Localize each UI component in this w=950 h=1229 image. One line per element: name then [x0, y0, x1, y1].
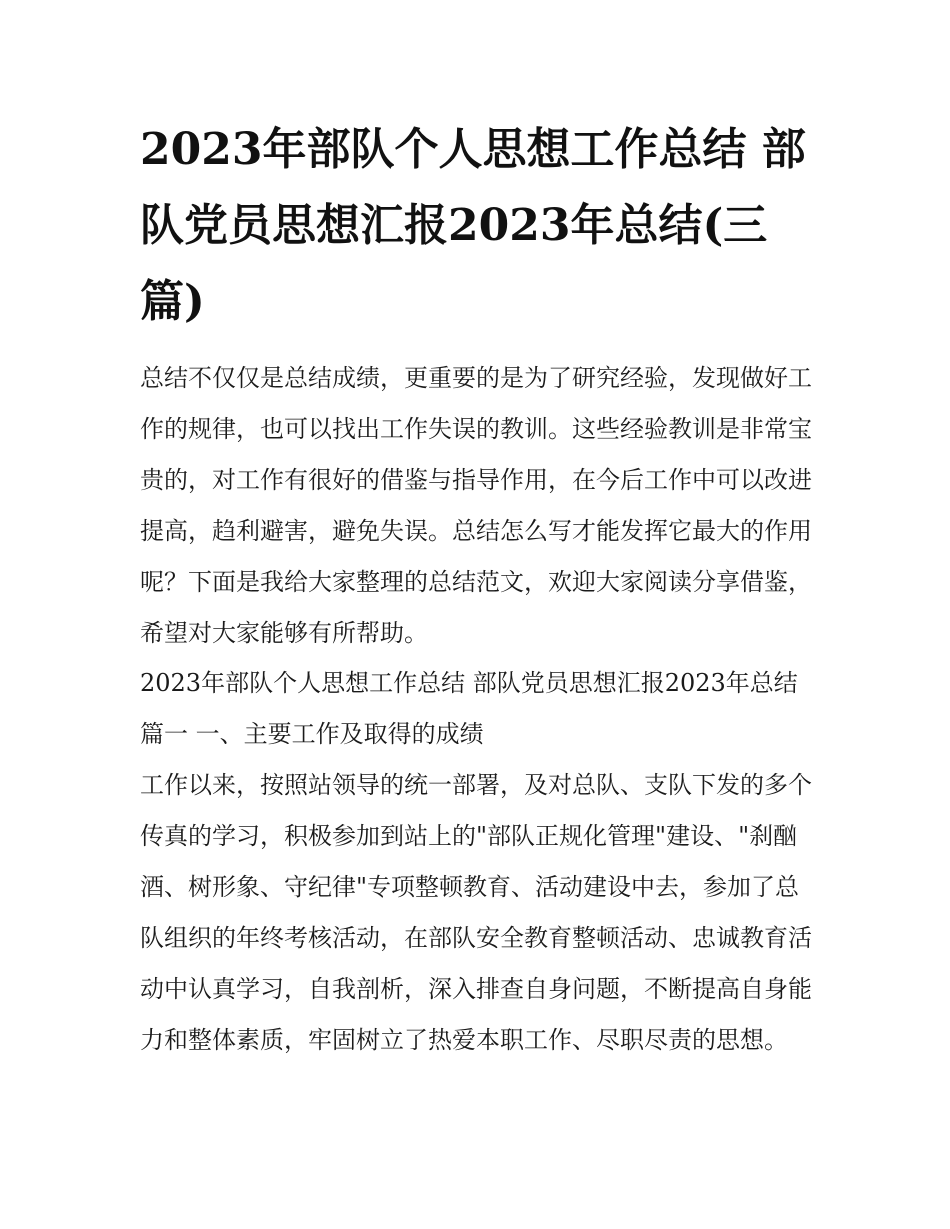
section-subheading: 2023年部队个人思想工作总结 部队党员思想汇报2023年总结篇一 一、主要工作及取得的成绩: [140, 669, 798, 748]
document-title: 2023年部队个人思想工作总结 部队党员思想汇报2023年总结(三篇): [140, 124, 806, 327]
intro-paragraph: 总结不仅仅是总结成绩，更重要的是为了研究经验，发现做好工作的规律，也可以找出工作失误的教训。这些经验教训是非常宝贵的，对工作有很好的借鉴与指导作用，在今后工作中可以改进提高，趋利避害，避免失误。总结怎么写才能发挥它最大的作用呢？下面是我给大家整理的总结范文，欢迎大家阅读分享借鉴，希望对大家能够有所帮助。: [140, 364, 812, 647]
body-paragraph: 工作以来，按照站领导的统一部署，及对总队、支队下发的多个传真的学习，积极参加到站上的"部队正规化管理"建设、"刹酗酒、树形象、守纪律"专项整顿教育、活动建设中去，参加了总队组织的年终考核活动，在部队安全教育整顿活动、忠诚教育活动中认真学习，自我剖析，深入排查自身问题，不断提高自身能力和整体素质，牢固树立了热爱本职工作、尽职尽责的思想。: [140, 771, 812, 1054]
